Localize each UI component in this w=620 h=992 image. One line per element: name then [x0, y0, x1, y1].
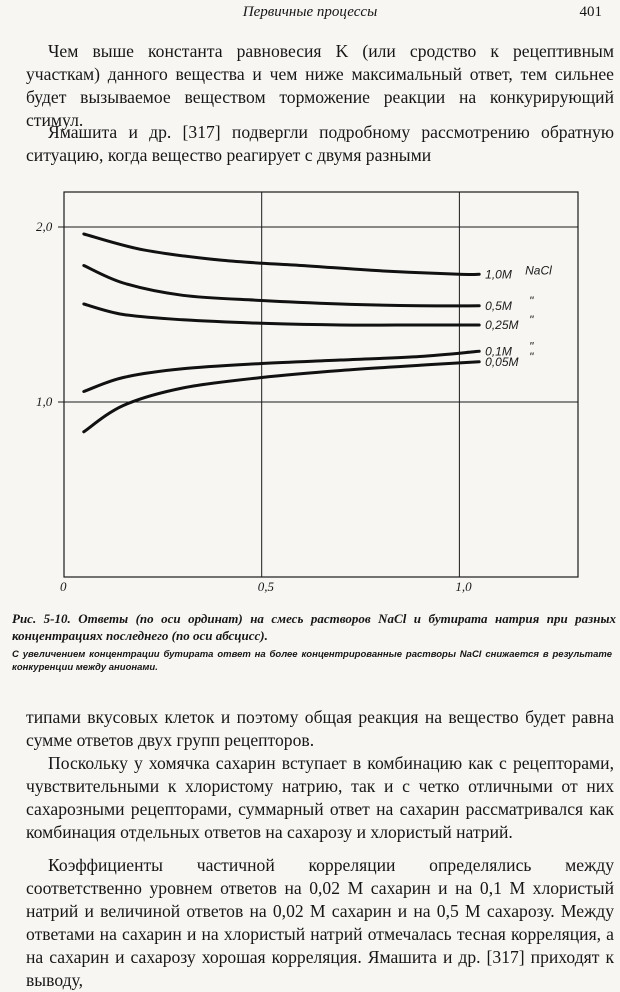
running-title: Первичные процессы: [242, 4, 378, 20]
paragraph-1: Чем выше константа равновесия K (или сродство к рецептивным участкам) данного вещества и чем ниже максимальный ответ, тем сильнее будет вызываемое веществом торможение реакции на конкурирующий стимул.: [26, 41, 614, 130]
series-unit-label: NaCl: [525, 263, 552, 278]
series-label: 0,1M: [485, 344, 512, 359]
series-line: [84, 234, 479, 275]
series-label: 0,25M: [485, 318, 519, 332]
x-tick-label: 0: [60, 579, 67, 594]
paragraph-5: Коэффициенты частичной корреляции определялись между соответственно уровнем ответов на 0,02 М сахарин и на 0,1 М хлористый натрий и величиной ответов на 0,02 М сахарин и на 0,5 М сахарозу. Между ответами на сахарин и на хлористый натрий отмечалась тесная корреляция, а на сахарин и сахарозу хорошая корреляция. Ямашита и др. [317] приходят к выводу,: [26, 855, 614, 990]
series-unit-label: ": [529, 339, 534, 354]
running-head: [0, 2, 620, 24]
x-tick-label: 0,5: [257, 579, 274, 594]
x-tick-label: 1,0: [455, 579, 472, 594]
paragraph-2: Ямашита и др. [317] подвергли подробному рассмотрению обратную ситуацию, когда вещество реагирует с двумя разными: [26, 122, 614, 165]
paragraph-4: Поскольку у хомячка сахарин вступает в комбинацию как с рецепторами, чувствительными к хлористому натрию, так и с четко отличными от них сахарозными рецепторами, суммарный ответ на сахарин рассматривался как комбинация отдельных ответов на сахарозу и хлористый натрий.: [26, 753, 614, 842]
page-number: 401: [579, 4, 602, 20]
series-label: 0,5M: [485, 298, 512, 313]
figure-5-10: [0, 190, 620, 610]
series-label: 1,0M: [485, 267, 512, 282]
figure-caption: [12, 610, 616, 644]
series-unit-label: ": [529, 293, 534, 308]
caption-lead: Рис. 5-10. Ответы (по оси ординат) на смесь растворов NaCl и бутирата натрия при разных концентрациях последнего (по оси абсцисс).: [12, 611, 616, 643]
y-tick-label: 2,0: [36, 219, 53, 234]
series-unit-label: ": [529, 313, 534, 327]
y-tick-label: 1,0: [36, 394, 53, 409]
series-unit-label: ": [529, 349, 534, 364]
paragraph-3: типами вкусовых клеток и поэтому общая реакция на вещество будет равна сумме ответов двух групп рецепторов.: [26, 707, 614, 750]
series-label: 0,05M: [485, 354, 519, 369]
figure-note: С увеличением концентрации бутирата ответ на более концентрированные растворы NaCl снижается в результате конкуренции между анионами.: [12, 649, 612, 673]
chart: [0, 190, 620, 610]
series-line: [84, 351, 479, 391]
